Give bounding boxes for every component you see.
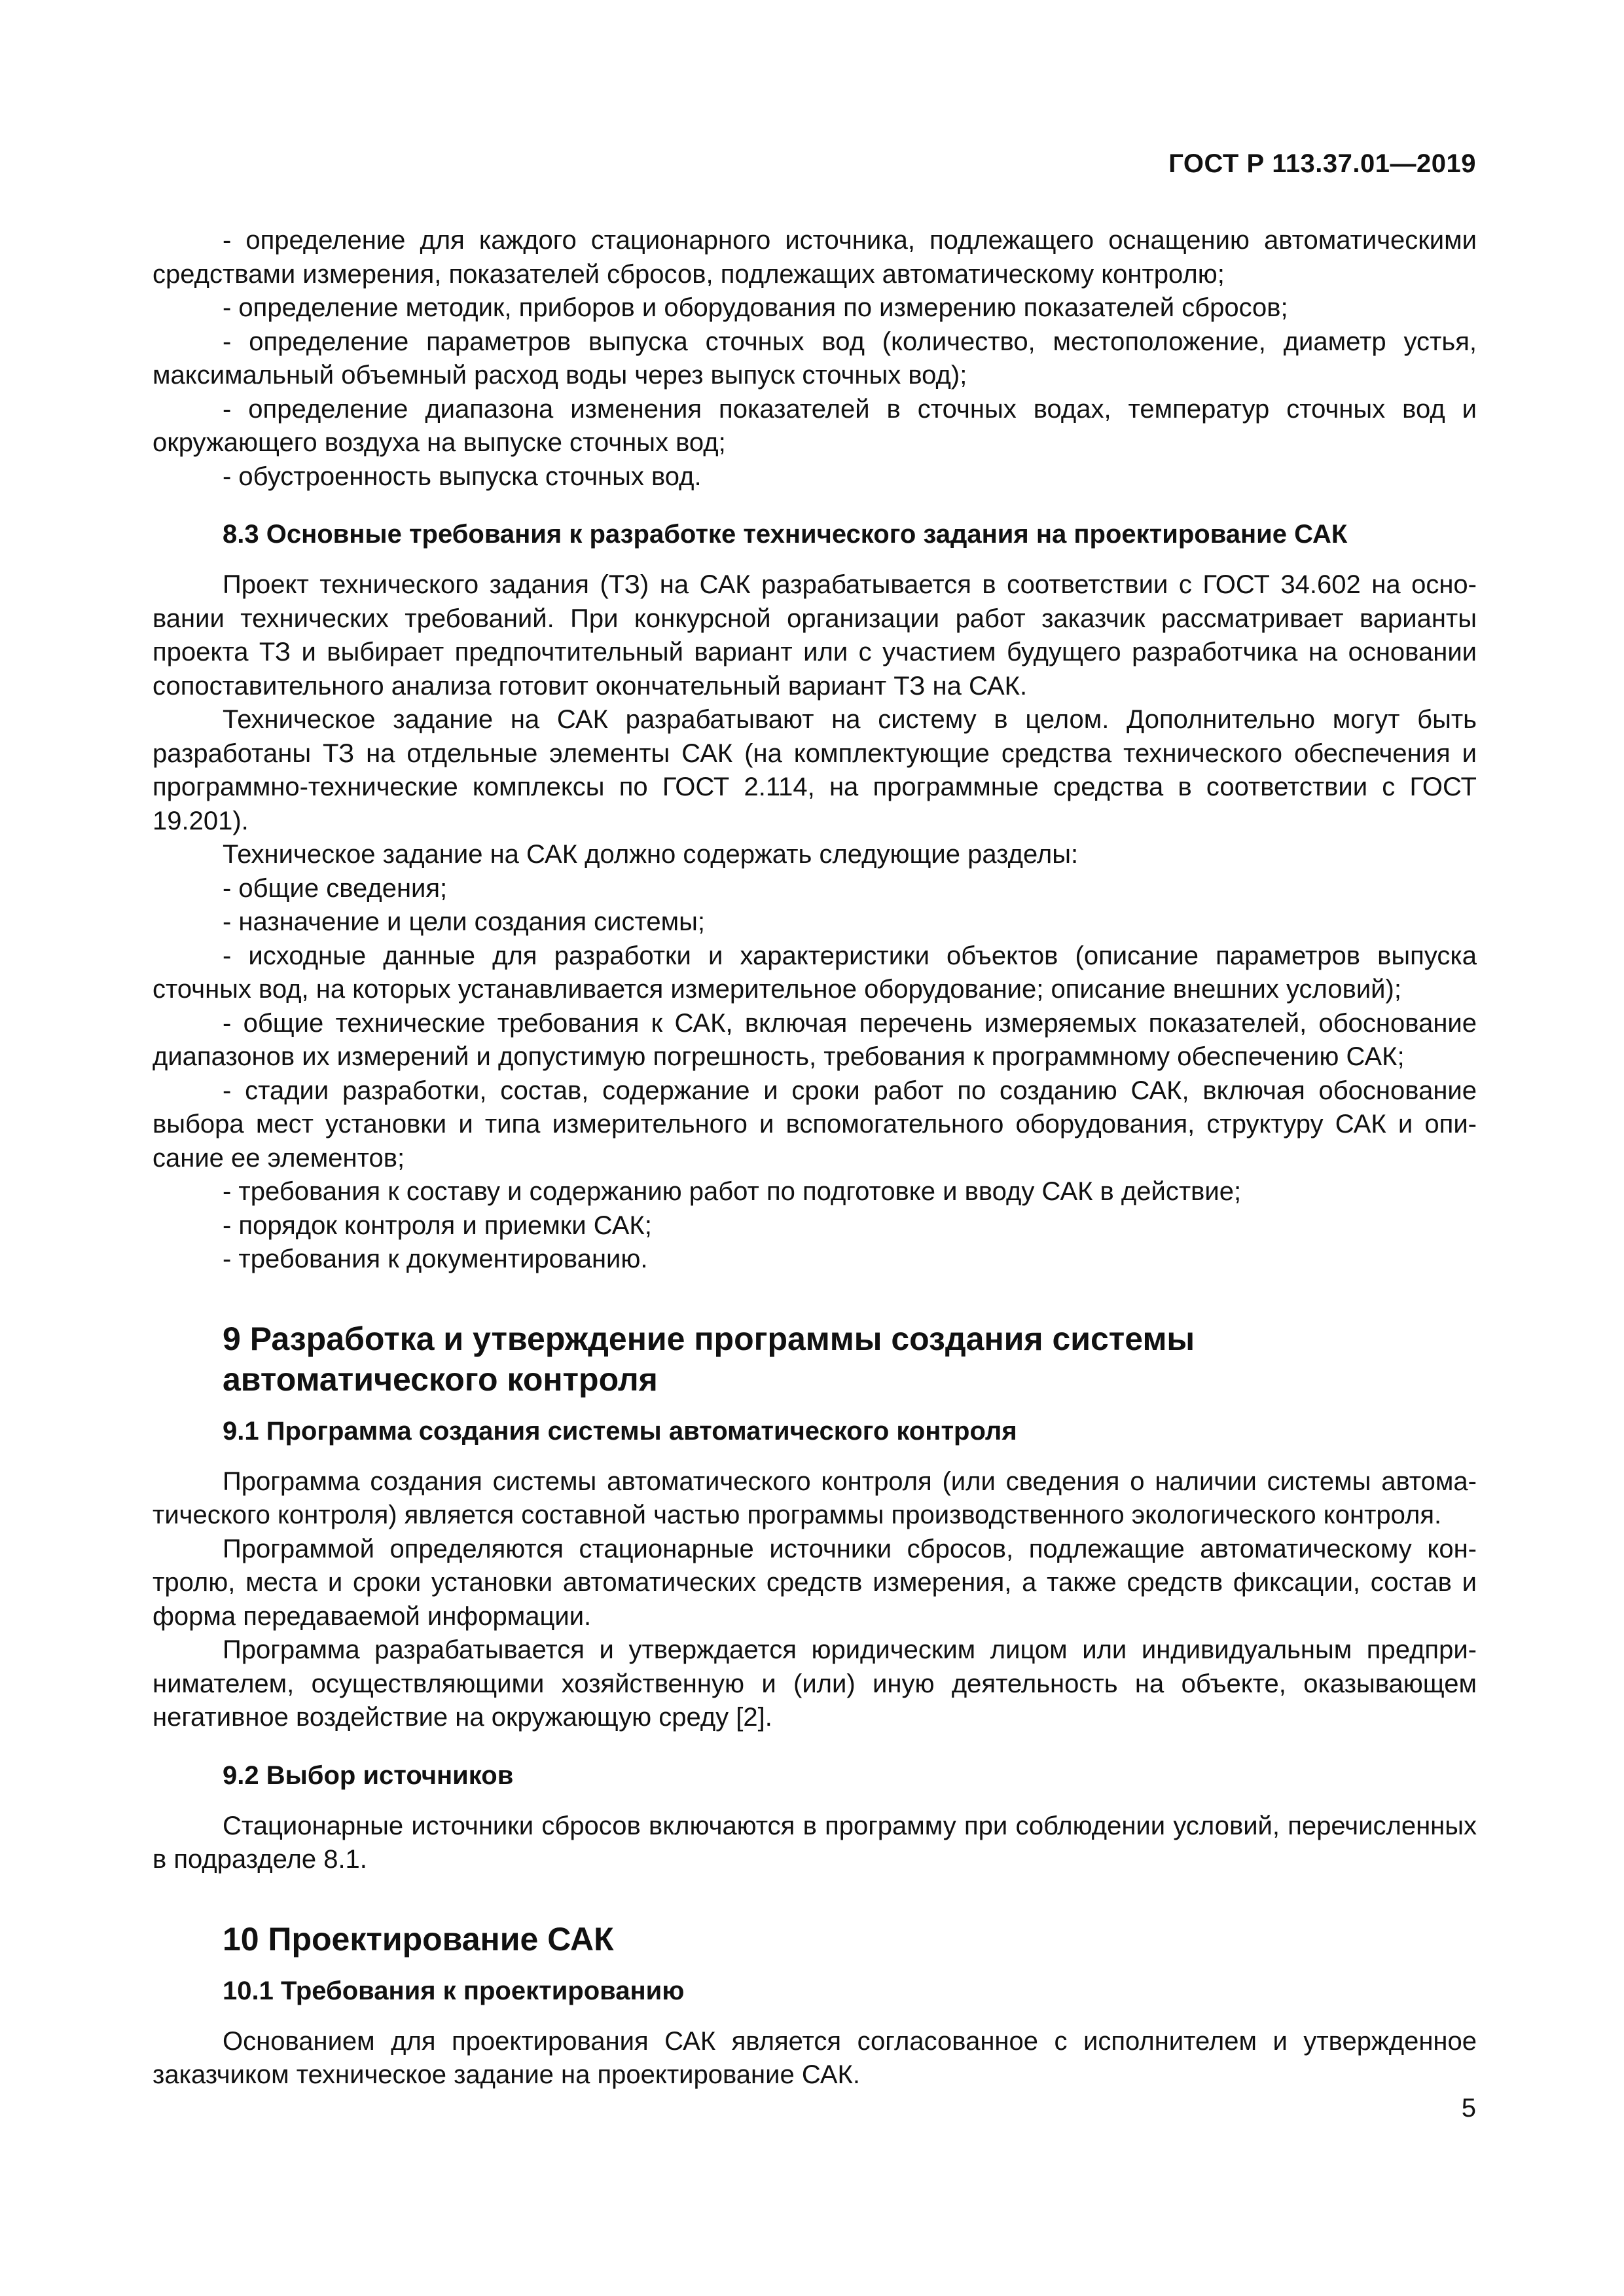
paragraph: Стационарные источники сбросов включаются в программу при соблюдении условий, перечисленных в подразделе 8.1. xyxy=(153,1811,1477,1874)
list-item: - определение методик, приборов и оборудования по измерению показателей сбросов; xyxy=(223,293,1288,322)
section-10-heading: 10 Проектирование САК xyxy=(223,1920,614,1958)
paragraph: Техническое задание на САК разрабатывают на систему в целом. Дополнительно могут быть разработаны ТЗ на отдельные элементы САК (на комплектующие средства технического обеспечения и программно-технические комплексы по ГОСТ 2.114, на программные средства в соответствии с ГОСТ 19.201). xyxy=(153,705,1477,835)
list-item: - требования к составу и содержанию работ по подготовке и вводу САК в действие; xyxy=(223,1177,1242,1206)
paragraph: Программа создания системы автоматического контроля (или сведения о наличии системы автоматического контроля) является составной частью программы производственного экологического контроля. xyxy=(153,1467,1477,1529)
list-item: - исходные данные для разработки и характеристики объектов (описание параметров выпуска сточных вод, на которых устанавливается измерительное оборудование; описание внешних условий); xyxy=(153,941,1477,1004)
paragraph: Программа разрабатывается и утверждается юридическим лицом или индивидуальным предпринимателем, осуществляющими хозяйственную и (или) иную деятельность на объекте, оказывающем негативное воздействие на окружающую среду [2]. xyxy=(153,1635,1477,1732)
standard-code-header: ГОСТ Р 113.37.01—2019 xyxy=(1168,149,1476,178)
paragraph: Программой определяются стационарные источники сбросов, подлежащие автоматическому контролю, места и сроки установки автоматических средств измерения, а также средств фиксации, состав и форма передаваемой информации. xyxy=(153,1534,1477,1631)
list-item: - стадии разработки, состав, содержание и сроки работ по созданию САК, включая обоснование выбора мест установки и типа измерительного и вспомогательного оборудования, структуру САК и описание ее элементов; xyxy=(153,1076,1477,1173)
list-item: - определение для каждого стационарного источника, подлежащего оснащению автоматическими средствами измерения, показателей сбросов, подлежащих автоматическому контролю; xyxy=(153,226,1477,289)
list-item: - требования к документированию. xyxy=(223,1245,648,1273)
section-9-1-heading: 9.1 Программа создания системы автоматического контроля xyxy=(223,1416,1017,1446)
page-number: 5 xyxy=(1461,2094,1476,2123)
section-8-3-heading: 8.3 Основные требования к разработке технического задания на проектирование САК xyxy=(223,520,1348,549)
list-item: - определение диапазона изменения показателей в сточных водах, температур сточных вод и окружающего воздуха на выпуске сточных вод; xyxy=(153,394,1477,457)
list-item: - обустроенность выпуска сточных вод. xyxy=(223,462,702,491)
list-item: - общие технические требования к САК, включая перечень измеряемых показателей, обоснование диапазонов их измерений и допустимую погрешность, требования к программному обеспечению САК; xyxy=(153,1008,1477,1071)
intro-list xyxy=(153,224,1477,494)
list-item: - общие сведения; xyxy=(223,873,448,903)
paragraph: Основанием для проектирования САК является согласованное с исполнителем и утвержденное заказчиком техническое задание на проектирование САК. xyxy=(153,2026,1477,2089)
section-9-2-heading: 9.2 Выбор источников xyxy=(223,1760,514,1790)
section-10-1-heading: 10.1 Требования к проектированию xyxy=(223,1976,685,2005)
paragraph: Техническое задание на САК должно содержать следующие разделы: xyxy=(223,840,1079,869)
list-item: - назначение и цели создания системы; xyxy=(223,907,705,936)
list-item: - определение параметров выпуска сточных вод (количество, местоположение, диаметр устья, максимальный объемный расход воды через выпуск сточных вод); xyxy=(153,327,1477,390)
section-9-heading: 9 Разработка и утверждение программы создания системы автоматического контроля xyxy=(223,1320,1195,1398)
tz-sections-list xyxy=(153,872,1477,1277)
list-item: - порядок контроля и приемки САК; xyxy=(223,1211,652,1240)
paragraph: Проект технического задания (ТЗ) на САК разрабатывается в соответствии с ГОСТ 34.602 на основании технических требований. При конкурсной организации работ заказчик рассматривает варианты проекта ТЗ и выбирает предпочтительный вариант или с участием будущего разработчика на основании сопоставительного анализа готовит окончательный вариант ТЗ на САК. xyxy=(153,570,1477,701)
document-body xyxy=(153,224,1477,2092)
